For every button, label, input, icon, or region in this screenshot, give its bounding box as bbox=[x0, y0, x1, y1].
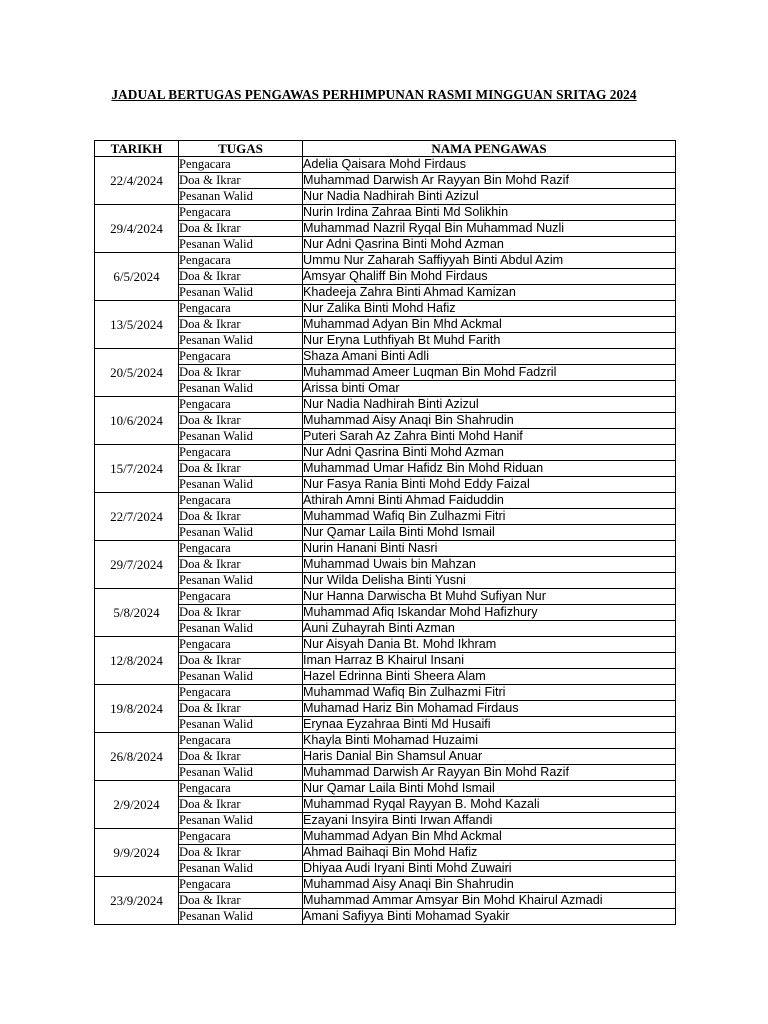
table-row bbox=[95, 685, 676, 701]
prefect-name-cell: Nur Zalika Binti Mohd Hafiz bbox=[303, 301, 676, 317]
table-row bbox=[95, 189, 676, 205]
table-row bbox=[95, 301, 676, 317]
task-cell: Pengacara bbox=[179, 589, 303, 605]
task-cell: Pengacara bbox=[179, 685, 303, 701]
prefect-name-cell: Khayla Binti Mohamad Huzaimi bbox=[303, 733, 676, 749]
prefect-name-cell: Muhammad Ammar Amsyar Bin Mohd Khairul Azmadi bbox=[303, 893, 676, 909]
prefect-name-cell: Muhammad Darwish Ar Rayyan Bin Mohd Razif bbox=[303, 173, 676, 189]
task-cell: Pesanan Walid bbox=[179, 333, 303, 349]
table-row bbox=[95, 285, 676, 301]
task-cell: Pesanan Walid bbox=[179, 813, 303, 829]
prefect-name-cell: Nur Adni Qasrina Binti Mohd Azman bbox=[303, 445, 676, 461]
prefect-name-cell: Ahmad Baihaqi Bin Mohd Hafiz bbox=[303, 845, 676, 861]
date-cell: 2/9/2024 bbox=[95, 781, 179, 829]
table-row bbox=[95, 557, 676, 573]
prefect-name-cell: Nur Wilda Delisha Binti Yusni bbox=[303, 573, 676, 589]
header-task: TUGAS bbox=[179, 141, 303, 157]
table-row bbox=[95, 525, 676, 541]
table-row bbox=[95, 237, 676, 253]
table-row bbox=[95, 829, 676, 845]
table-row bbox=[95, 461, 676, 477]
task-cell: Pesanan Walid bbox=[179, 669, 303, 685]
table-row bbox=[95, 445, 676, 461]
prefect-name-cell: Nur Qamar Laila Binti Mohd Ismail bbox=[303, 525, 676, 541]
table-row bbox=[95, 669, 676, 685]
table-row bbox=[95, 909, 676, 925]
prefect-name-cell: Nur Qamar Laila Binti Mohd Ismail bbox=[303, 781, 676, 797]
date-cell: 29/4/2024 bbox=[95, 205, 179, 253]
prefect-name-cell: Nur Nadia Nadhirah Binti Azizul bbox=[303, 397, 676, 413]
task-cell: Pesanan Walid bbox=[179, 861, 303, 877]
table-row bbox=[95, 397, 676, 413]
task-cell: Doa & Ikrar bbox=[179, 893, 303, 909]
prefect-name-cell: Nur Aisyah Dania Bt. Mohd Ikhram bbox=[303, 637, 676, 653]
task-cell: Doa & Ikrar bbox=[179, 653, 303, 669]
task-cell: Pengacara bbox=[179, 733, 303, 749]
prefect-name-cell: Athirah Amni Binti Ahmad Faiduddin bbox=[303, 493, 676, 509]
task-cell: Doa & Ikrar bbox=[179, 317, 303, 333]
table-row bbox=[95, 893, 676, 909]
prefect-name-cell: Adelia Qaisara Mohd Firdaus bbox=[303, 157, 676, 173]
table-row bbox=[95, 733, 676, 749]
task-cell: Pesanan Walid bbox=[179, 621, 303, 637]
table-row bbox=[95, 429, 676, 445]
table-row bbox=[95, 253, 676, 269]
table-row bbox=[95, 365, 676, 381]
prefect-name-cell: Nur Nadia Nadhirah Binti Azizul bbox=[303, 189, 676, 205]
prefect-name-cell: Dhiyaa Audi Iryani Binti Mohd Zuwairi bbox=[303, 861, 676, 877]
table-row bbox=[95, 173, 676, 189]
table-row bbox=[95, 413, 676, 429]
task-cell: Pengacara bbox=[179, 781, 303, 797]
table-row bbox=[95, 381, 676, 397]
prefect-name-cell: Muhammad Nazril Ryqal Bin Muhammad Nuzli bbox=[303, 221, 676, 237]
task-cell: Pesanan Walid bbox=[179, 765, 303, 781]
task-cell: Pengacara bbox=[179, 445, 303, 461]
task-cell: Doa & Ikrar bbox=[179, 845, 303, 861]
prefect-name-cell: Nur Adni Qasrina Binti Mohd Azman bbox=[303, 237, 676, 253]
date-cell: 13/5/2024 bbox=[95, 301, 179, 349]
prefect-name-cell: Ummu Nur Zaharah Saffiyyah Binti Abdul Azim bbox=[303, 253, 676, 269]
prefect-name-cell: Khadeeja Zahra Binti Ahmad Kamizan bbox=[303, 285, 676, 301]
table-header bbox=[95, 141, 676, 157]
table-row bbox=[95, 493, 676, 509]
date-cell: 5/8/2024 bbox=[95, 589, 179, 637]
task-cell: Doa & Ikrar bbox=[179, 509, 303, 525]
task-cell: Pengacara bbox=[179, 637, 303, 653]
task-cell: Pengacara bbox=[179, 493, 303, 509]
task-cell: Pesanan Walid bbox=[179, 525, 303, 541]
table-row bbox=[95, 317, 676, 333]
task-cell: Doa & Ikrar bbox=[179, 413, 303, 429]
prefect-name-cell: Muhammad Wafiq Bin Zulhazmi Fitri bbox=[303, 509, 676, 525]
prefect-name-cell: Muhammad Afiq Iskandar Mohd Hafizhury bbox=[303, 605, 676, 621]
table-row bbox=[95, 653, 676, 669]
task-cell: Pengacara bbox=[179, 157, 303, 173]
task-cell: Pengacara bbox=[179, 205, 303, 221]
date-cell: 10/6/2024 bbox=[95, 397, 179, 445]
table-row bbox=[95, 861, 676, 877]
table-row bbox=[95, 541, 676, 557]
prefect-name-cell: Amani Safiyya Binti Mohamad Syakir bbox=[303, 909, 676, 925]
date-cell: 23/9/2024 bbox=[95, 877, 179, 925]
prefect-name-cell: Hazel Edrinna Binti Sheera Alam bbox=[303, 669, 676, 685]
date-cell: 22/7/2024 bbox=[95, 493, 179, 541]
prefect-name-cell: Nur Eryna Luthfiyah Bt Muhd Farith bbox=[303, 333, 676, 349]
document-title: JADUAL BERTUGAS PENGAWAS PERHIMPUNAN RASMI MINGGUAN SRITAG 2024 bbox=[111, 87, 637, 102]
table-row bbox=[95, 813, 676, 829]
task-cell: Doa & Ikrar bbox=[179, 173, 303, 189]
prefect-name-cell: Nur Hanna Darwischa Bt Muhd Sufiyan Nur bbox=[303, 589, 676, 605]
date-cell: 22/4/2024 bbox=[95, 157, 179, 205]
table-row bbox=[95, 157, 676, 173]
table-row bbox=[95, 605, 676, 621]
prefect-name-cell: Muhamad Hariz Bin Mohamad Firdaus bbox=[303, 701, 676, 717]
task-cell: Pesanan Walid bbox=[179, 237, 303, 253]
prefect-name-cell: Nur Fasya Rania Binti Mohd Eddy Faizal bbox=[303, 477, 676, 493]
table-row bbox=[95, 749, 676, 765]
table-row bbox=[95, 269, 676, 285]
table-row bbox=[95, 877, 676, 893]
prefect-name-cell: Muhammad Adyan Bin Mhd Ackmal bbox=[303, 317, 676, 333]
table-body bbox=[95, 157, 676, 925]
prefect-name-cell: Iman Harraz B Khairul Insani bbox=[303, 653, 676, 669]
date-cell: 20/5/2024 bbox=[95, 349, 179, 397]
prefect-name-cell: Amsyar Qhaliff Bin Mohd Firdaus bbox=[303, 269, 676, 285]
date-cell: 12/8/2024 bbox=[95, 637, 179, 685]
date-cell: 19/8/2024 bbox=[95, 685, 179, 733]
prefect-name-cell: Arissa binti Omar bbox=[303, 381, 676, 397]
table-row bbox=[95, 573, 676, 589]
task-cell: Pengacara bbox=[179, 877, 303, 893]
prefect-name-cell: Auni Zuhayrah Binti Azman bbox=[303, 621, 676, 637]
task-cell: Pesanan Walid bbox=[179, 717, 303, 733]
task-cell: Doa & Ikrar bbox=[179, 221, 303, 237]
task-cell: Pesanan Walid bbox=[179, 381, 303, 397]
date-cell: 9/9/2024 bbox=[95, 829, 179, 877]
table-row bbox=[95, 333, 676, 349]
table-row bbox=[95, 797, 676, 813]
task-cell: Pengacara bbox=[179, 349, 303, 365]
prefect-name-cell: Ezayani Insyira Binti Irwan Affandi bbox=[303, 813, 676, 829]
prefect-name-cell: Muhammad Darwish Ar Rayyan Bin Mohd Razif bbox=[303, 765, 676, 781]
task-cell: Pesanan Walid bbox=[179, 477, 303, 493]
table-row bbox=[95, 717, 676, 733]
table-row bbox=[95, 621, 676, 637]
task-cell: Pesanan Walid bbox=[179, 573, 303, 589]
task-cell: Pesanan Walid bbox=[179, 909, 303, 925]
task-cell: Doa & Ikrar bbox=[179, 269, 303, 285]
task-cell: Pengacara bbox=[179, 301, 303, 317]
task-cell: Doa & Ikrar bbox=[179, 365, 303, 381]
date-cell: 15/7/2024 bbox=[95, 445, 179, 493]
task-cell: Doa & Ikrar bbox=[179, 605, 303, 621]
task-cell: Pengacara bbox=[179, 397, 303, 413]
prefect-name-cell: Muhammad Aisy Anaqi Bin Shahrudin bbox=[303, 877, 676, 893]
table-row bbox=[95, 509, 676, 525]
prefect-name-cell: Muhammad Adyan Bin Mhd Ackmal bbox=[303, 829, 676, 845]
prefect-name-cell: Muhammad Ameer Luqman Bin Mohd Fadzril bbox=[303, 365, 676, 381]
table-row bbox=[95, 637, 676, 653]
task-cell: Doa & Ikrar bbox=[179, 749, 303, 765]
header-name: NAMA PENGAWAS bbox=[303, 141, 676, 157]
task-cell: Pesanan Walid bbox=[179, 189, 303, 205]
table-row bbox=[95, 781, 676, 797]
task-cell: Pengacara bbox=[179, 829, 303, 845]
table-row bbox=[95, 845, 676, 861]
duty-roster-table bbox=[94, 140, 676, 925]
table-row bbox=[95, 765, 676, 781]
table-row bbox=[95, 589, 676, 605]
date-cell: 29/7/2024 bbox=[95, 541, 179, 589]
header-row bbox=[95, 141, 676, 157]
task-cell: Pengacara bbox=[179, 253, 303, 269]
prefect-name-cell: Shaza Amani Binti Adli bbox=[303, 349, 676, 365]
prefect-name-cell: Muhammad Umar Hafidz Bin Mohd Riduan bbox=[303, 461, 676, 477]
date-cell: 6/5/2024 bbox=[95, 253, 179, 301]
prefect-name-cell: Muhammad Ryqal Rayyan B. Mohd Kazali bbox=[303, 797, 676, 813]
table-row bbox=[95, 221, 676, 237]
task-cell: Doa & Ikrar bbox=[179, 557, 303, 573]
table-row bbox=[95, 349, 676, 365]
prefect-name-cell: Muhammad Uwais bin Mahzan bbox=[303, 557, 676, 573]
date-cell: 26/8/2024 bbox=[95, 733, 179, 781]
task-cell: Pesanan Walid bbox=[179, 429, 303, 445]
header-date: TARIKH bbox=[95, 141, 179, 157]
task-cell: Pesanan Walid bbox=[179, 285, 303, 301]
prefect-name-cell: Nurin Irdina Zahraa Binti Md Solikhin bbox=[303, 205, 676, 221]
table-row bbox=[95, 205, 676, 221]
task-cell: Doa & Ikrar bbox=[179, 461, 303, 477]
prefect-name-cell: Erynaa Eyzahraa Binti Md Husaifi bbox=[303, 717, 676, 733]
task-cell: Pengacara bbox=[179, 541, 303, 557]
table-row bbox=[95, 701, 676, 717]
prefect-name-cell: Haris Danial Bin Shamsul Anuar bbox=[303, 749, 676, 765]
task-cell: Doa & Ikrar bbox=[179, 797, 303, 813]
prefect-name-cell: Muhammad Aisy Anaqi Bin Shahrudin bbox=[303, 413, 676, 429]
task-cell: Doa & Ikrar bbox=[179, 701, 303, 717]
table-row bbox=[95, 477, 676, 493]
prefect-name-cell: Nurin Hanani Binti Nasri bbox=[303, 541, 676, 557]
prefect-name-cell: Puteri Sarah Az Zahra Binti Mohd Hanif bbox=[303, 429, 676, 445]
prefect-name-cell: Muhammad Wafiq Bin Zulhazmi Fitri bbox=[303, 685, 676, 701]
